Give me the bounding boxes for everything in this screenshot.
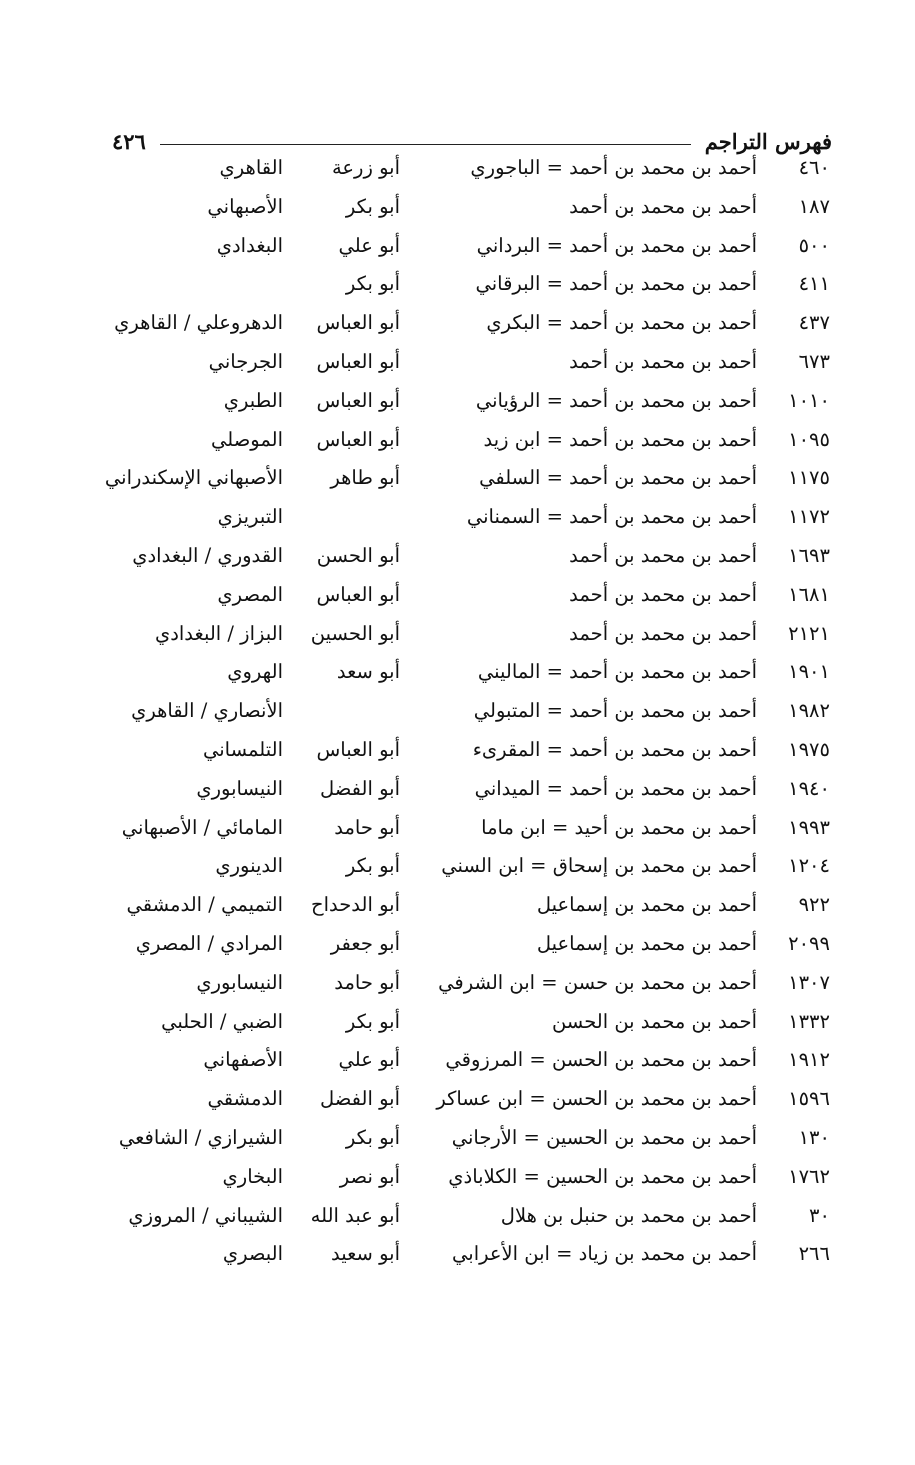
entry-nisba: الأصبهاني الإسكندراني [104,466,283,490]
list-item [0,268,915,307]
entry-number: ١٣٠٧ [788,970,830,994]
list-item [0,230,915,269]
entry-kunya: أبو حامد [334,970,400,994]
entry-kunya: أبو سعيد [331,1242,400,1266]
entry-kunya: أبو طاهر [330,466,400,490]
entry-name: أحمد بن محمد بن الحسن = المرزوقي [445,1048,757,1072]
entry-name: أحمد بن محمد بن أحمد [569,543,757,567]
list-item [0,928,915,967]
entry-nisba: المرادي / المصري [135,931,283,955]
entry-nisba: الضبي / الحلبي [161,1009,283,1033]
entry-kunya: أبو سعد [336,660,400,684]
entry-number: ٢٦٦ [798,1242,830,1266]
entry-number: ١٩١٢ [788,1048,830,1072]
entry-nisba: التبريزي [217,505,283,529]
entry-number: ١٠٩٥ [788,427,830,451]
entry-number: ١٩٧٥ [788,737,830,761]
entry-name: أحمد بن محمد بن زياد = ابن الأعرابي [452,1242,757,1266]
entry-name: أحمد بن محمد بن الحسين = الأرجاني [451,1125,757,1149]
entry-number: ١١٧٥ [788,466,830,490]
entry-number: ١٥٩٦ [788,1087,830,1111]
entry-name: أحمد بن محمد بن أحمد = الماليني [477,660,757,684]
entry-nisba: البخاري [222,1164,283,1188]
entry-number: ١٩٩٣ [788,815,830,839]
entry-number: ١٠١٠ [788,388,830,412]
entries-list [0,152,915,1277]
list-item [0,850,915,889]
entry-number: ١٦٩٣ [788,543,830,567]
list-item [0,501,915,540]
list-item [0,152,915,191]
list-item [0,385,915,424]
entry-kunya: أبو بكر [345,194,400,218]
entry-kunya: أبو بكر [345,272,400,296]
entry-kunya: أبو العباس [316,582,400,606]
list-item [0,1044,915,1083]
entry-kunya: أبو جعفر [330,931,400,955]
entry-nisba: المصري [217,582,283,606]
entry-name: أحمد بن محمد بن أحمد = الباجوري [470,156,757,179]
list-item [0,540,915,579]
list-item [0,1161,915,1200]
entry-kunya: أبو العباس [316,349,400,373]
entry-nisba: الأنصاري / القاهري [131,699,283,723]
entry-kunya: أبو الحسن [316,543,400,567]
list-item [0,191,915,230]
entry-kunya: أبو الحسين [310,621,400,645]
list-item [0,695,915,734]
header-rule [160,144,691,145]
entry-kunya: أبو الفضل [319,1087,400,1111]
entry-name: أحمد بن محمد بن أحمد [569,621,757,645]
list-item [0,424,915,463]
entry-number: ١١٧٢ [788,505,830,529]
entry-number: ١٣٠ [798,1125,830,1149]
entry-name: أحمد بن محمد بن إسماعيل [536,893,757,917]
entry-kunya: أبو العباس [316,311,400,335]
entry-kunya: أبو نصر [339,1164,400,1188]
entry-number: ١٩٠١ [788,660,830,684]
page-number: ٤٢٦ [112,128,146,154]
entry-nisba: الموصلي [211,427,283,451]
entry-nisba: الشيرازي / الشافعي [118,1125,283,1149]
entry-name: أحمد بن محمد بن أحمد [569,582,757,606]
entry-name: أحمد بن محمد بن الحسن [551,1009,757,1033]
list-item [0,462,915,501]
entry-name: أحمد بن محمد بن أحمد = ابن زيد [483,427,757,451]
entry-number: ١٩٨٢ [788,699,830,723]
list-item [0,812,915,851]
entry-nisba: الهروي [227,660,283,684]
entry-nisba: الدمشقي [207,1087,283,1111]
entry-number: ٤٦٠ [798,156,830,179]
entry-number: ١٩٤٠ [788,776,830,800]
list-item [0,734,915,773]
entry-name: أحمد بن محمد بن أحمد = الميداني [474,776,757,800]
entry-kunya: أبو زرعة [331,156,400,179]
entry-name: أحمد بن محمد بن أحمد = السلفي [479,466,757,490]
entry-nisba: القدوري / البغدادي [132,543,283,567]
list-item [0,967,915,1006]
entry-number: ٢١٢١ [788,621,830,645]
entry-number: ١٦٨١ [788,582,830,606]
entry-name: أحمد بن محمد بن أحمد = السمناني [466,505,757,529]
entry-kunya: أبو بكر [345,854,400,878]
list-item [0,346,915,385]
list-item [0,618,915,657]
entry-nisba: الأصفهاني [203,1048,283,1072]
entry-nisba: الدهروعلي / القاهري [114,311,283,335]
entry-kunya: أبو العباس [316,427,400,451]
entry-nisba: الدينوري [215,854,283,878]
entry-number: ٥٠٠ [798,233,830,257]
entry-kunya: أبو العباس [316,737,400,761]
list-item [0,307,915,346]
entry-number: ٣٠ [809,1203,830,1227]
entry-nisba: الشيباني / المروزي [128,1203,283,1227]
entry-number: ٢٠٩٩ [788,931,830,955]
entry-number: ١٣٣٢ [788,1009,830,1033]
entry-kunya: أبو علي [338,1048,400,1072]
entry-name: أحمد بن محمد بن أحمد = البرداني [476,233,757,257]
entry-name: أحمد بن محمد بن أحمد = المتبولي [473,699,757,723]
entry-name: أحمد بن محمد بن أحمد [569,349,757,373]
entry-name: أحمد بن محمد بن حسن = ابن الشرفي [438,970,757,994]
list-item [0,1200,915,1239]
entry-name: أحمد بن محمد بن أحيد = ابن ماما [481,815,757,839]
list-item [0,1122,915,1161]
entry-number: ٤١١ [798,272,830,296]
entry-name: أحمد بن محمد بن الحسين = الكلاباذي [448,1164,757,1188]
entry-kunya: أبو بكر [345,1009,400,1033]
entry-name: أحمد بن محمد بن حنبل بن هلال [500,1203,757,1227]
entry-number: ٩٢٢ [798,893,830,917]
list-item [0,656,915,695]
entry-number: ٦٧٣ [798,349,830,373]
entry-nisba: البزاز / البغدادي [154,621,283,645]
entry-name: أحمد بن محمد بن أحمد = البكري [486,311,757,335]
entry-nisba: المامائي / الأصبهاني [121,815,283,839]
entry-kunya: أبو الفضل [319,776,400,800]
entry-nisba: الأصبهاني [207,194,283,218]
list-item [0,1238,915,1277]
entry-nisba: النيسابوري [196,776,283,800]
entry-nisba: النيسابوري [196,970,283,994]
entry-nisba: القاهري [219,156,283,179]
entry-nisba: التلمساني [203,737,283,761]
entry-name: أحمد بن محمد بن إسماعيل [536,931,757,955]
entry-nisba: التميمي / الدمشقي [126,893,283,917]
list-item [0,579,915,618]
entry-number: ١٢٠٤ [788,854,830,878]
list-item [0,1006,915,1045]
entry-kunya: أبو عبد الله [310,1203,400,1227]
entry-name: أحمد بن محمد بن أحمد [569,194,757,218]
entry-number: ١٧٦٢ [788,1164,830,1188]
entry-nisba: البغدادي [216,233,283,257]
entry-name: أحمد بن محمد بن أحمد = المقرىء [472,737,757,761]
entry-name: أحمد بن محمد بن الحسن = ابن عساكر [436,1087,757,1111]
entry-nisba: الجرجاني [208,349,283,373]
entry-number: ١٨٧ [798,194,830,218]
entry-name: أحمد بن محمد بن أحمد = الرؤياني [475,388,757,412]
entry-kunya: أبو بكر [345,1125,400,1149]
entry-kunya: أبو حامد [334,815,400,839]
entry-name: أحمد بن محمد بن أحمد = البرقاني [475,272,757,296]
entry-kunya: أبو العباس [316,388,400,412]
entry-kunya: أبو الدحداح [310,893,400,917]
entry-number: ٤٣٧ [798,311,830,335]
list-item [0,773,915,812]
entry-name: أحمد بن محمد بن إسحاق = ابن السني [441,854,757,878]
running-title: فهرس التراجم [704,128,832,154]
entry-nisba: البصري [222,1242,283,1266]
list-item [0,889,915,928]
entry-nisba: الطبري [223,388,283,412]
list-item [0,1083,915,1122]
entry-kunya: أبو علي [338,233,400,257]
